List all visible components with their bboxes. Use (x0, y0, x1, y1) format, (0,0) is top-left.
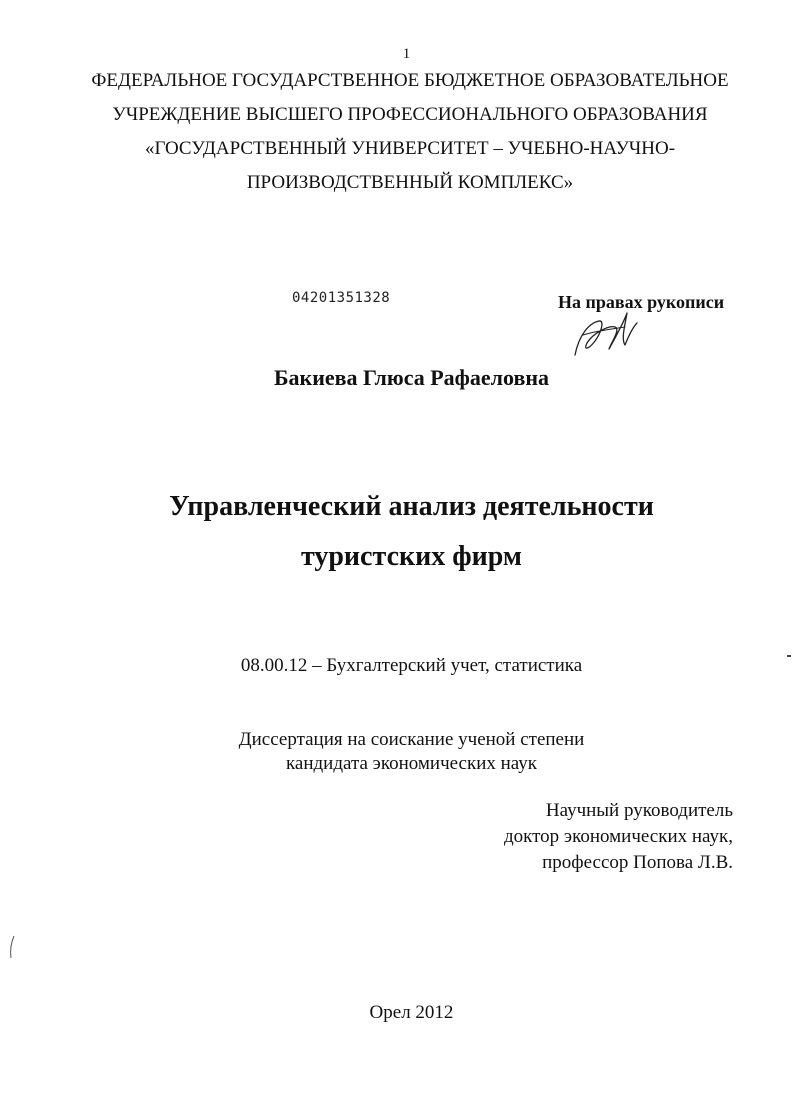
supervisor-line: профессор Попова Л.В. (542, 852, 733, 873)
institution-line: ФЕДЕРАЛЬНОЕ ГОСУДАРСТВЕННОЕ БЮДЖЕТНОЕ ОБРАЗОВАТЕЛЬНОЕ (91, 70, 729, 91)
title-line: Управленческий анализ деятельности (169, 491, 654, 522)
title-line: туристских фирм (300, 541, 523, 572)
manuscript-rights-label: На правах рукописи (558, 292, 725, 312)
supervisor-line: доктор экономических наук, (503, 826, 733, 847)
scientific-supervisor (504, 798, 733, 876)
dissertation-title (0, 482, 793, 582)
institution-line: «ГОСУДАРСТВЕННЫЙ УНИВЕРСИТЕТ – УЧЕБНО-НАУЧНО- (144, 138, 676, 159)
city-year: Орел 2012 (369, 1002, 454, 1023)
scan-artifact (787, 655, 791, 657)
degree-statement (0, 728, 793, 776)
page-number: 1 (402, 46, 411, 62)
author-name: Бакиева Глюса Рафаеловна (273, 365, 550, 390)
specialty-code: 08.00.12 – Бухгалтерский учет, статистика (240, 655, 583, 676)
document-code: 04201351328 (292, 290, 391, 306)
signature-icon (565, 305, 645, 365)
margin-mark-icon (8, 935, 16, 959)
degree-line: кандидата экономических наук (285, 753, 538, 774)
institution-line: УЧРЕЖДЕНИЕ ВЫСШЕГО ПРОФЕССИОНАЛЬНОГО ОБРАЗОВАНИЯ (112, 104, 708, 125)
institution-line: ПРОИЗВОДСТВЕННЫЙ КОМПЛЕКС» (246, 172, 574, 193)
institution-name (60, 64, 760, 200)
degree-line: Диссертация на соискание ученой степени (238, 729, 585, 750)
supervisor-line: Научный руководитель (545, 800, 733, 821)
